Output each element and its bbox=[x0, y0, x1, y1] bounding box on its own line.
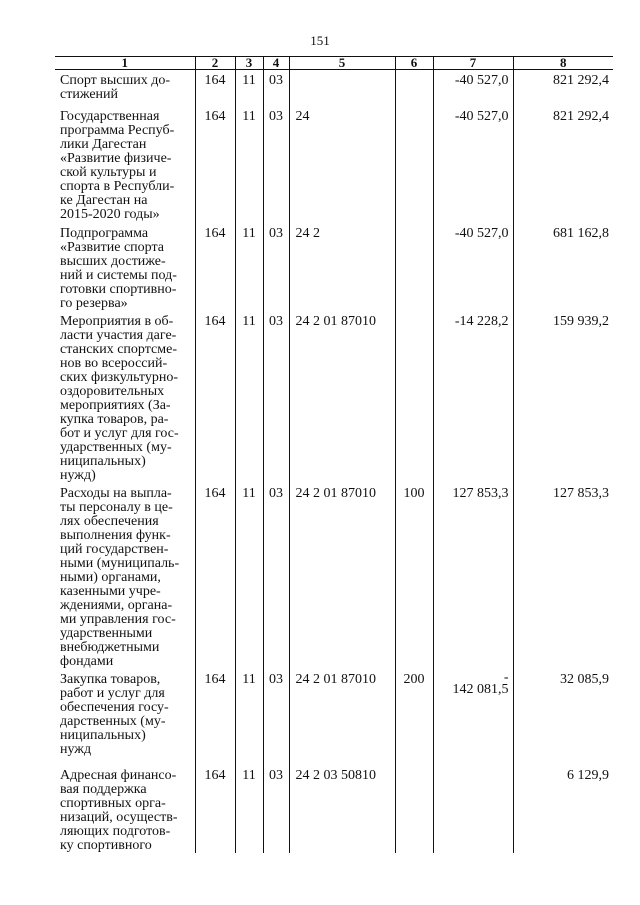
table-row bbox=[55, 223, 613, 311]
cell-col5 bbox=[289, 70, 395, 106]
column-header-3: 3 bbox=[235, 57, 263, 70]
budget-table bbox=[55, 56, 613, 853]
cell-col2: 164 bbox=[195, 483, 235, 669]
cell-col6: 100 bbox=[395, 483, 433, 669]
cell-col3: 11 bbox=[235, 311, 263, 483]
row-name: Мероприятия в об- ласти участия даге- станских спортсме- нов во всероссий- ских физкультурно- оздоровительных мероприятиях (За- купка товаров, ра- бот и услуг для гос- ударственных (му- ниципальных) нужд) bbox=[60, 313, 179, 483]
cell-col4: 03 bbox=[263, 70, 289, 106]
cell-col3: 11 bbox=[235, 70, 263, 106]
cell-col8: 821 292,4 bbox=[513, 70, 613, 106]
table-row bbox=[55, 70, 613, 106]
cell-col8: 681 162,8 bbox=[513, 223, 613, 311]
cell-col8: 6 129,9 bbox=[513, 765, 613, 853]
cell-col2: 164 bbox=[195, 669, 235, 765]
cell-col2: 164 bbox=[195, 70, 235, 106]
cell-col4: 03 bbox=[263, 483, 289, 669]
cell-col4: 03 bbox=[263, 106, 289, 223]
row-name: Государственная программа Респуб- лики Дагестан «Развитие физиче- ской культуры и спорта в Республи- ке Дагестан на 2015-2020 годы» bbox=[60, 108, 175, 222]
cell-col7: 127 853,3 bbox=[433, 483, 513, 669]
cell-col7: -14 228,2 bbox=[433, 311, 513, 483]
cell-col6 bbox=[395, 311, 433, 483]
row-name: Подпрограмма «Развитие спорта высших достиже- ний и системы под- готовки спортивно- го резерва» bbox=[60, 225, 177, 311]
table-row bbox=[55, 483, 613, 669]
cell-col2: 164 bbox=[195, 106, 235, 223]
row-name: Закупка товаров, работ и услуг для обеспечения госу- дарственных (му- ниципальных) нужд bbox=[60, 671, 169, 757]
cell-col2: 164 bbox=[195, 311, 235, 483]
table-row bbox=[55, 669, 613, 765]
table-row bbox=[55, 106, 613, 223]
cell-col4: 03 bbox=[263, 669, 289, 765]
row-name: Спорт высших до- стижений bbox=[60, 73, 171, 102]
cell-col4: 03 bbox=[263, 765, 289, 853]
table-header-row bbox=[55, 57, 613, 70]
cell-col3: 11 bbox=[235, 765, 263, 853]
column-header-4: 4 bbox=[263, 57, 289, 70]
cell-col3: 11 bbox=[235, 483, 263, 669]
table-row bbox=[55, 311, 613, 483]
column-header-6: 6 bbox=[395, 57, 433, 70]
column-header-2: 2 bbox=[195, 57, 235, 70]
cell-col7: -40 527,0 bbox=[433, 223, 513, 311]
column-header-8: 8 bbox=[513, 57, 613, 70]
table-row bbox=[55, 765, 613, 853]
minus-sign: - bbox=[503, 669, 509, 685]
cell-col7: -40 527,0 bbox=[433, 70, 513, 106]
cell-col2: 164 bbox=[195, 223, 235, 311]
cell-col6 bbox=[395, 765, 433, 853]
cell-col3: 11 bbox=[235, 223, 263, 311]
cell-col7: -40 527,0 bbox=[433, 106, 513, 223]
cell-col8: 32 085,9 bbox=[513, 669, 613, 765]
cell-col5: 24 2 bbox=[289, 223, 395, 311]
cell-col8: 821 292,4 bbox=[513, 106, 613, 223]
cell-col8: 159 939,2 bbox=[513, 311, 613, 483]
cell-col6 bbox=[395, 223, 433, 311]
cell-col6 bbox=[395, 106, 433, 223]
cell-col3: 11 bbox=[235, 669, 263, 765]
cell-col5: 24 2 01 87010 bbox=[289, 483, 395, 669]
row-name: Расходы на выпла- ты персоналу в це- лях обеспечения выполнения функ- ций государствен- ными (муниципаль- ными) органами, казенными учре- ждениями, органа- ми управления гос- ударственными внебюджетными фондами bbox=[60, 485, 180, 669]
cell-col7 bbox=[433, 765, 513, 853]
cell-col7-value: 142 081,5 bbox=[452, 681, 509, 697]
column-header-5: 5 bbox=[289, 57, 395, 70]
cell-col4: 03 bbox=[263, 311, 289, 483]
cell-col5: 24 bbox=[289, 106, 395, 223]
cell-col8: 127 853,3 bbox=[513, 483, 613, 669]
cell-col6 bbox=[395, 70, 433, 106]
row-name: Адресная финансо- вая поддержка спортивных орга- низаций, осуществ- ляющих подготов- ку спортивного bbox=[60, 767, 178, 853]
cell-col5: 24 2 01 87010 bbox=[289, 669, 395, 765]
cell-col6: 200 bbox=[395, 669, 433, 765]
column-header-7: 7 bbox=[433, 57, 513, 70]
cell-col4: 03 bbox=[263, 223, 289, 311]
cell-col2: 164 bbox=[195, 765, 235, 853]
page-number: 151 bbox=[310, 33, 330, 48]
column-header-1: 1 bbox=[55, 57, 195, 70]
cell-col5: 24 2 01 87010 bbox=[289, 311, 395, 483]
cell-col3: 11 bbox=[235, 106, 263, 223]
cell-col5: 24 2 03 50810 bbox=[289, 765, 395, 853]
cell-col7 bbox=[433, 669, 513, 765]
